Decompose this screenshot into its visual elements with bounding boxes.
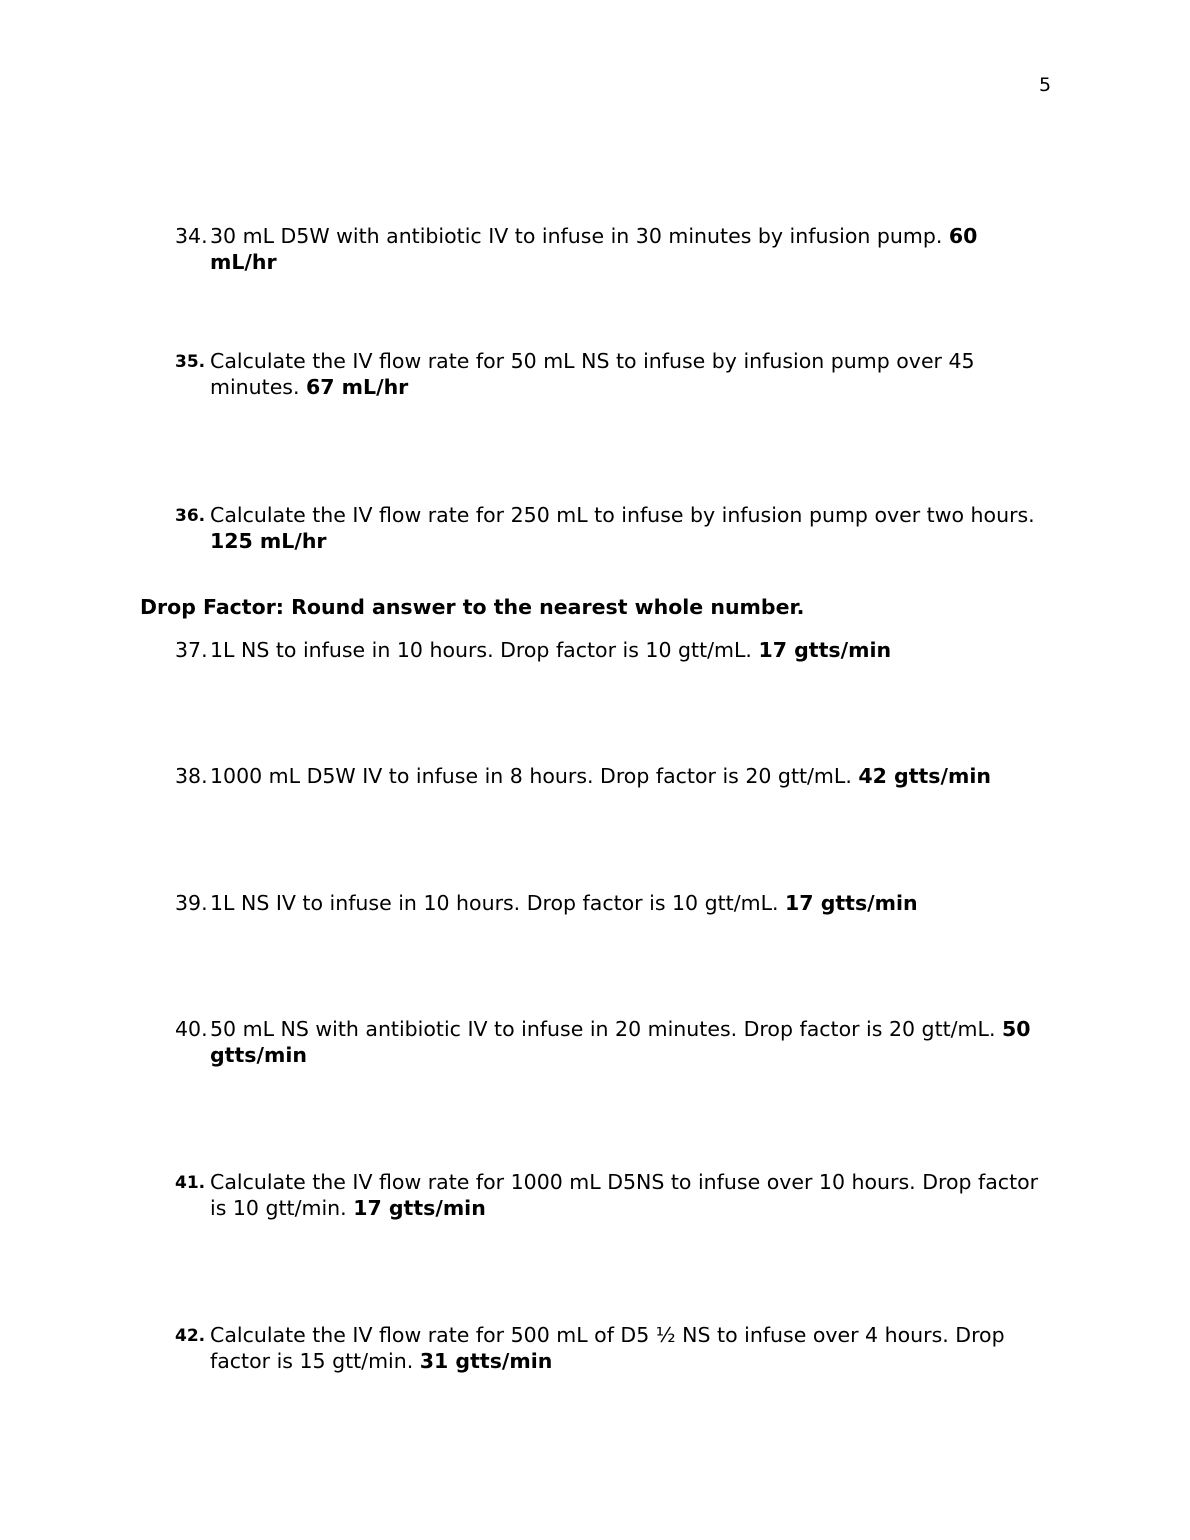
- question-number: 42.: [175, 1326, 206, 1346]
- question-37: [175, 637, 1045, 663]
- question-answer: 67 mL/hr: [306, 375, 409, 399]
- question-answer: 31 gtts/min: [419, 1349, 553, 1373]
- question-34: [175, 223, 1045, 275]
- question-number: 38.: [175, 764, 208, 788]
- question-prompt: Calculate the IV flow rate for 50 mL NS to infuse by infusion pump over 45 minutes.: [210, 349, 975, 399]
- question-answer: 60 mL/hr: [210, 224, 978, 274]
- question-text: [210, 890, 1045, 916]
- section-heading: Drop Factor: Round answer to the nearest whole number.: [140, 595, 805, 619]
- question-text: [210, 637, 1045, 663]
- question-text: [210, 1169, 1045, 1221]
- question-prompt: 50 mL NS with antibiotic IV to infuse in 20 minutes. Drop factor is 20 gtt/mL.: [210, 1017, 1002, 1041]
- question-text: [210, 223, 1045, 275]
- question-number: 34.: [175, 224, 208, 248]
- question-prompt: 1L NS IV to infuse in 10 hours. Drop factor is 10 gtt/mL.: [210, 891, 786, 915]
- question-36: [175, 502, 1045, 554]
- question-prompt: Calculate the IV flow rate for 250 mL to infuse by infusion pump over two hours.: [210, 503, 1035, 527]
- question-prompt: Calculate the IV flow rate for 1000 mL D5NS to infuse over 10 hours. Drop factor is 10 gtt/min.: [210, 1170, 1039, 1220]
- question-prompt: Calculate the IV flow rate for 500 mL of D5 ½ NS to infuse over 4 hours. Drop factor is 15 gtt/min.: [210, 1323, 1005, 1373]
- question-number: 37.: [175, 638, 208, 662]
- question-answer: 42 gtts/min: [858, 764, 991, 788]
- question-prompt: 1000 mL D5W IV to infuse in 8 hours. Drop factor is 20 gtt/mL.: [210, 764, 859, 788]
- question-42: [175, 1322, 1045, 1374]
- question-text: [210, 763, 1045, 789]
- page-number: 5: [1039, 74, 1052, 96]
- question-40: [175, 1016, 1045, 1068]
- question-41: [175, 1169, 1045, 1221]
- question-answer: 125 mL/hr: [210, 529, 327, 553]
- question-prompt: 30 mL D5W with antibiotic IV to infuse in 30 minutes by infusion pump.: [210, 224, 949, 248]
- question-number: 41.: [175, 1173, 206, 1193]
- question-prompt: 1L NS to infuse in 10 hours. Drop factor is 10 gtt/mL.: [210, 638, 759, 662]
- question-38: [175, 763, 1045, 789]
- question-text: [210, 502, 1045, 554]
- question-text: [210, 348, 1045, 400]
- question-answer: 17 gtts/min: [353, 1196, 486, 1220]
- question-number: 36.: [175, 506, 206, 526]
- question-39: [175, 890, 1045, 916]
- question-text: [210, 1322, 1045, 1374]
- question-answer: 50 gtts/min: [210, 1017, 1031, 1067]
- question-text: [210, 1016, 1045, 1068]
- question-number: 39.: [175, 891, 208, 915]
- question-number: 40.: [175, 1017, 208, 1041]
- question-number: 35.: [175, 352, 206, 372]
- question-answer: 17 gtts/min: [785, 891, 918, 915]
- question-answer: 17 gtts/min: [758, 638, 892, 662]
- question-35: [175, 348, 1045, 400]
